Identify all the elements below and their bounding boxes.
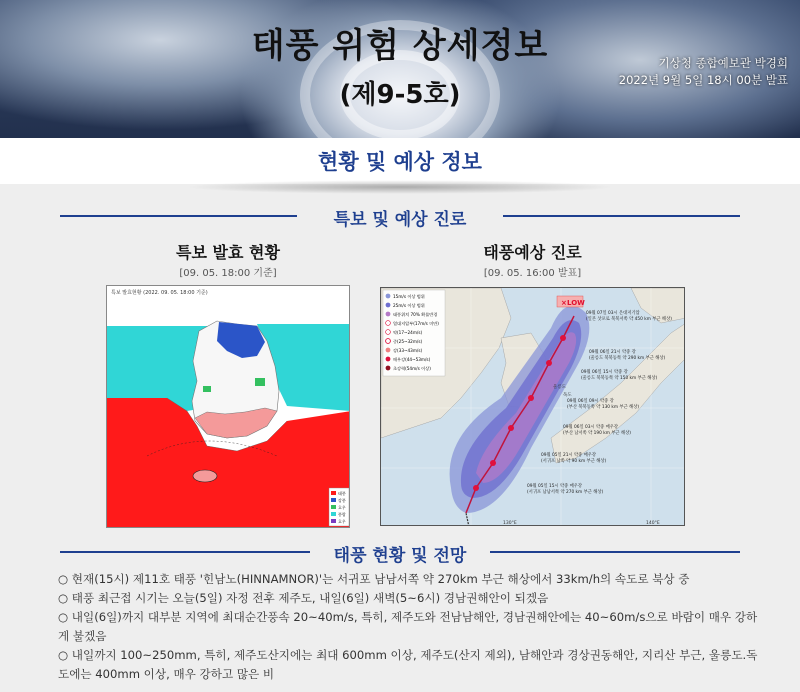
forecast-label: 09월 06일 15시 약중 강: [581, 370, 628, 375]
rain-warning-patch: [203, 386, 211, 392]
track-map-legend: [383, 290, 445, 376]
forecast-label: (울릉도 북북동쪽 약 290 km 부근 해상): [589, 356, 666, 361]
track-map-svg: [381, 288, 685, 526]
outlook-bullet: ○ 현재(15시) 제11호 태풍 '힌남노(HINNAMNOR)'는 서귀포 남남서쪽 약 270km 부근 해상에서 33km/h의 속도로 북상 중: [58, 572, 690, 586]
place-label: 130°E: [503, 521, 517, 526]
forecast-label: 09월 05일 15시 약중 매우강: [527, 484, 583, 489]
forecast-label: 09월 05일 21시 약중 매우강: [541, 453, 597, 458]
place-label: 140°E: [646, 521, 660, 526]
track-map-time: [09. 05. 16:00 발표]: [483, 268, 582, 279]
legend-label: 강풍: [338, 498, 346, 503]
forecast-label: 09월 06일 21시 약중 강: [589, 350, 636, 355]
section-title: 현황 및 예상 정보: [318, 150, 482, 174]
legend-label: 태풍: [338, 491, 346, 496]
header-banner: [0, 0, 800, 138]
forecast-label: (부산 북북동쪽 약 130 km 부근 해상): [567, 405, 640, 410]
page-title: 태풍 위험 상세정보: [251, 26, 549, 66]
issuer-name: 기상청 종합예보관 박경희: [658, 56, 788, 70]
outlook-bullet: ○ 내일까지 100~250mm, 특히, 제주도산지에는 최대 600mm 이상, 제주도(산지 제외), 남해안과 경상권동해안, 지리산 부근, 울릉도.독도에는 400mm 이상, 매우 강하고 많은 비: [58, 648, 758, 681]
forecast-label: (서귀포 남쪽 약 90 km 부근 해상): [541, 459, 607, 464]
low-marker: [557, 296, 585, 307]
legend-label: 풍랑: [338, 512, 346, 517]
issuer-block: [619, 55, 788, 89]
legend-label: 태풍위치 70% 확률반경: [393, 312, 438, 317]
warning-status-map: [106, 285, 350, 528]
legend-label: 강(33~43m/s): [393, 348, 423, 353]
map-header-text: 특보 발효현황 (2022. 09. 05. 18:00 기준): [111, 290, 208, 296]
warning-map-time: [09. 05. 18:00 기준]: [179, 268, 277, 279]
legend-label: 중(25~32m/s): [393, 339, 423, 344]
outlook-bullet: ○ 태풍 최근접 시기는 오늘(5일) 자정 전후 제주도, 내일(6일) 새벽(5~6시) 경남권해안이 되겠음: [58, 591, 549, 605]
legend-label: 약(17~24m/s): [393, 330, 423, 335]
typhoon-track-map: [380, 287, 685, 526]
warning-map-title: 특보 발효 현황: [176, 243, 280, 262]
forecast-label: (부산 남서쪽 약 190 km 부근 해상): [563, 431, 631, 436]
outlook-bullets: [58, 570, 758, 684]
divider: [490, 551, 740, 553]
forecast-label: 09월 07일 03시 온대저기압: [586, 311, 640, 316]
jeju-island: [193, 470, 217, 482]
forecast-heading: 특보 및 예상 진로: [333, 210, 467, 230]
divider: [503, 215, 740, 217]
forecast-label: 09월 06일 03시 약중 매우강: [563, 425, 619, 430]
legend-label: 매우강(44~53m/s): [393, 357, 431, 362]
forecast-label: (서귀포 남남서쪽 약 270 km 부근 해상): [527, 490, 604, 495]
legend-label: 15m/s 이상 범위: [393, 294, 425, 299]
section-title-shadow: [185, 180, 615, 194]
place-label: 독도: [563, 393, 572, 398]
low-label: LOW: [567, 299, 585, 307]
legend-label: 호우: [338, 505, 346, 510]
issued-at: 2022년 9월 5일 18시 00분 발표: [618, 73, 788, 87]
legend-label: 초강력(54m/s 이상): [393, 366, 431, 371]
outlook-bullet: ○ 내일(6일)까지 대부분 지역에 최대순간풍속 20~40m/s, 특히, 제주도와 전남남해안, 경남권해안에는 40~60m/s으로 바람이 매우 강하게 불겠음: [58, 610, 758, 643]
forecast-label: (일본 삿포로 북북서쪽 약 450 km 부근 해상): [586, 317, 672, 322]
forecast-label: (울릉도 북북동쪽 약 150 km 부근 해상): [581, 376, 658, 381]
rain-warning-patch: [255, 378, 265, 386]
track-map-title: 태풍예상 진로: [483, 243, 582, 262]
warning-map-svg: [107, 286, 350, 528]
legend-label: 열대저압부(17m/s 미만): [393, 321, 439, 326]
legend-label: 호우: [338, 519, 346, 524]
warning-map-legend: [329, 488, 349, 526]
outlook-heading: 태풍 현황 및 전망: [333, 546, 467, 566]
place-label: 울릉도: [553, 385, 567, 390]
issue-number: (제9-5호): [339, 80, 461, 110]
legend-label: 25m/s 이상 범위: [393, 303, 425, 308]
forecast-label: 09월 06일 09시 약중 강: [567, 399, 614, 404]
svg-text:×: ×: [561, 299, 567, 307]
